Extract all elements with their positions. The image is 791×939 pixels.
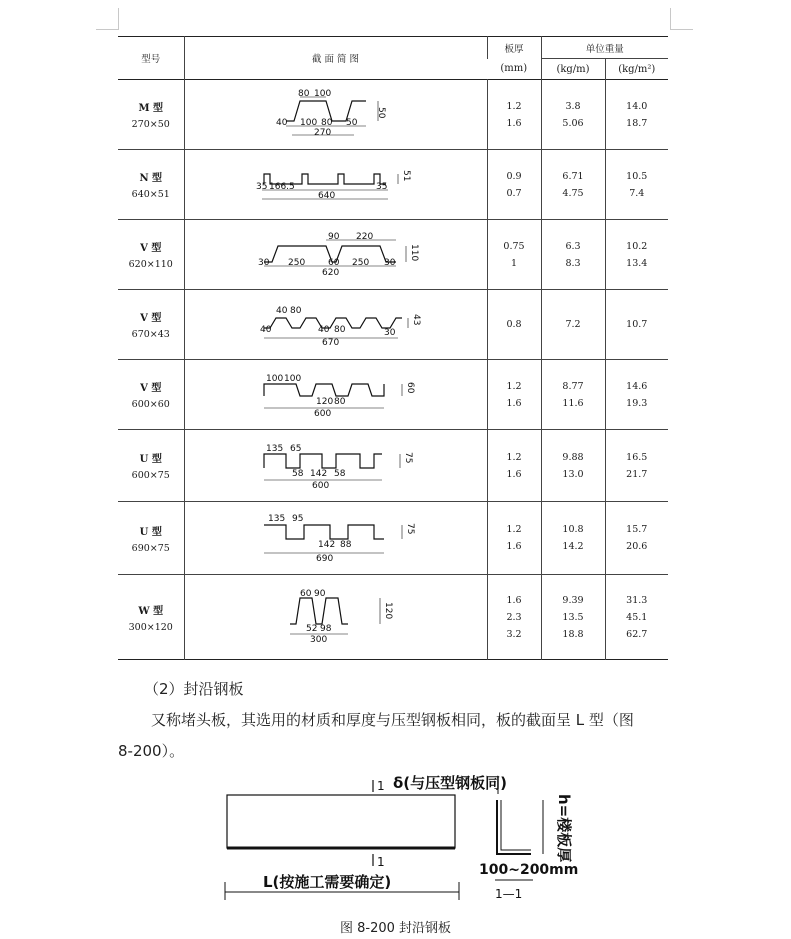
dim-label: 35 (375, 181, 387, 192)
dim-label: 100 (265, 373, 283, 384)
model-size: 300×120 (128, 621, 173, 633)
crop-mark (670, 29, 693, 30)
dim-label: 60 (404, 381, 415, 393)
value: 1.6 (506, 397, 522, 409)
dim-label: 30 (383, 327, 395, 338)
value: 18.7 (626, 117, 648, 129)
value: 16.5 (626, 451, 648, 463)
value: 2.3 (506, 611, 522, 623)
dim-label: 600 (313, 408, 331, 419)
dim-label: 250 (287, 257, 305, 268)
weight-m2-cell (605, 80, 668, 150)
value: 19.3 (626, 397, 648, 409)
table-row (118, 360, 668, 430)
dim-label: 135 (267, 514, 285, 524)
model-size: 600×60 (131, 399, 170, 410)
section-drawing-cell (184, 502, 487, 575)
profile-drawing (256, 228, 419, 282)
dim-label: 110 (408, 243, 419, 261)
crop-mark (118, 8, 119, 30)
header-unit-weight: 单位重量 (541, 37, 668, 59)
value: 9.39 (562, 594, 584, 606)
profile-drawing (266, 584, 406, 650)
weight-m2-cell (605, 430, 668, 502)
dim-label: 300 (309, 635, 327, 645)
model-name: N 型 (139, 173, 163, 184)
weight-m2-cell (605, 360, 668, 430)
section-heading: （2）封沿钢板 (144, 680, 244, 698)
value: 6.71 (562, 170, 584, 182)
weight-m-cell (541, 360, 605, 430)
header-weight-per-m2: (kg/m²) (605, 59, 668, 80)
table-row (118, 290, 668, 360)
dim-label: 58 (333, 468, 345, 479)
dim-label: 100 (299, 117, 317, 128)
value: 4.75 (562, 187, 584, 199)
value: 14.2 (562, 541, 584, 552)
table-row (118, 150, 668, 220)
table-row (118, 502, 668, 575)
thickness-cell (487, 220, 541, 290)
section-drawing-cell (184, 575, 487, 660)
value: 10.2 (626, 240, 648, 252)
value: 1.2 (506, 380, 522, 392)
dim-label: 620 (321, 267, 339, 278)
dim-label: 50 (375, 106, 386, 118)
section-drawing-cell (184, 150, 487, 220)
weight-m-cell (541, 290, 605, 360)
dim-label: 250 (351, 257, 369, 268)
dim-label: 75 (404, 523, 415, 535)
header-model: 型号 (141, 54, 161, 65)
section-drawing-cell (184, 290, 487, 360)
thickness-cell (487, 290, 541, 360)
value: 11.6 (562, 397, 584, 409)
model-cell (118, 575, 184, 660)
edge-plate-figure (215, 770, 595, 910)
dim-label: 80 (297, 88, 309, 99)
paragraph-line: 又称堵头板，其选用的材质和厚度与压型钢板相同，板的截面呈 L 型（图 (151, 711, 634, 729)
profile-drawing (266, 89, 406, 141)
table-row (118, 80, 668, 150)
dim-label: 95 (291, 514, 303, 524)
dim-label: 100 (283, 373, 301, 384)
dim-label: 30 (383, 257, 395, 268)
model-cell (118, 360, 184, 430)
header-thickness-unit: (mm) (500, 63, 528, 75)
paragraph-line: 8-200）。 (118, 742, 185, 760)
table-row (118, 575, 668, 660)
model-name: U 型 (139, 526, 162, 538)
value: 1.6 (506, 117, 522, 129)
model-size: 640×51 (131, 189, 170, 200)
value: 31.3 (626, 594, 648, 606)
value: 10.7 (626, 319, 648, 330)
value: 10.8 (562, 524, 584, 535)
dim-label: 35 (255, 181, 267, 192)
weight-m-cell (541, 575, 605, 660)
value: 1.6 (506, 468, 522, 480)
value: 20.6 (626, 541, 648, 552)
dim-label: 90 (313, 589, 325, 599)
thickness-cell (487, 80, 541, 150)
value: 1.2 (506, 100, 522, 112)
value: 21.7 (626, 468, 648, 480)
dim-label: 80 (320, 117, 332, 128)
value: 14.0 (626, 100, 648, 112)
profile-drawing (256, 300, 421, 350)
dim-label: 30 (257, 257, 269, 268)
table-row (118, 220, 668, 290)
thickness-cell (487, 150, 541, 220)
dim-label: 60 (327, 257, 339, 268)
section-drawing-cell (184, 220, 487, 290)
weight-m-cell (541, 150, 605, 220)
thickness-cell (487, 360, 541, 430)
value: 1.6 (506, 541, 522, 552)
dim-label: 52 (305, 624, 317, 634)
dim-label: 220 (355, 231, 373, 242)
section-drawing-cell (184, 360, 487, 430)
model-size: 690×75 (131, 542, 170, 554)
dim-label: 120 (315, 396, 333, 407)
model-cell (118, 290, 184, 360)
value: 7.2 (565, 319, 581, 330)
dim-label: 142 (309, 468, 327, 479)
value: 8.77 (562, 380, 584, 392)
dim-label: 80 (333, 396, 345, 407)
weight-m-cell (541, 502, 605, 575)
value: 10.5 (626, 170, 648, 182)
value: 1 (510, 257, 518, 269)
value: 9.88 (562, 451, 584, 463)
weight-m-cell (541, 80, 605, 150)
weight-m2-cell (605, 150, 668, 220)
model-size: 270×50 (131, 119, 170, 130)
weight-m2-cell (605, 220, 668, 290)
section-mark-bottom: 1 (377, 855, 385, 869)
table-row (118, 430, 668, 502)
value: 1.6 (506, 594, 522, 606)
dim-label: 40 (317, 324, 329, 335)
value: 14.6 (626, 380, 648, 392)
dim-label: 75 (402, 451, 413, 463)
dim-label: 43 (410, 313, 421, 325)
value: 62.7 (626, 628, 648, 640)
model-cell (118, 502, 184, 575)
dim-label: 690 (315, 554, 333, 564)
value: 0.8 (506, 319, 522, 330)
model-cell (118, 430, 184, 502)
model-name: U 型 (139, 454, 162, 465)
dim-label: 600 (311, 480, 329, 491)
dim-label: 50 (345, 117, 357, 128)
header-section: 截 面 简 图 (184, 37, 487, 80)
dim-label: 40 (275, 305, 287, 316)
value: 13.4 (626, 257, 648, 269)
model-cell (118, 220, 184, 290)
header-thickness: 板厚 (487, 37, 541, 59)
dim-label: 80 (333, 324, 345, 335)
profile-drawing (256, 370, 416, 420)
model-name: V 型 (140, 383, 162, 394)
dim-label: 65 (289, 443, 301, 454)
value: 13.5 (562, 611, 584, 623)
crop-mark (670, 8, 671, 30)
dim-label: 58 (291, 468, 303, 479)
value: 3.2 (506, 628, 522, 640)
dim-label: 88 (339, 540, 351, 550)
length-label: L(按施工需要确定) (263, 873, 392, 891)
dim-label: 40 (275, 117, 287, 128)
profile-spec-table (118, 36, 668, 660)
crop-mark (96, 29, 119, 30)
figure-caption: 图 8-200 封沿钢板 (339, 921, 452, 936)
dim-label: 120 (382, 602, 393, 620)
value: 1.2 (506, 451, 522, 463)
dim-label: 40 (259, 324, 271, 335)
value: 15.7 (626, 524, 648, 535)
h-label: h=楼板厚 (555, 794, 573, 863)
value: 5.06 (562, 117, 584, 129)
value: 3.8 (565, 100, 581, 112)
dim-label: 142 (317, 540, 335, 550)
profile-drawing (256, 511, 416, 565)
dim-label: 98 (319, 624, 331, 634)
dim-label: 60 (299, 589, 311, 599)
value: 6.3 (565, 240, 581, 252)
dim-label: 135 (265, 443, 283, 454)
value: 0.9 (506, 170, 522, 182)
profile-drawing (256, 440, 416, 492)
dim-label: 51 (400, 169, 411, 181)
section-drawing-cell (184, 80, 487, 150)
model-cell (118, 80, 184, 150)
section-drawing-cell (184, 430, 487, 502)
thickness-cell (487, 430, 541, 502)
section-name: 1—1 (495, 887, 523, 901)
dim-label: 166.5 (268, 181, 295, 192)
model-name: V 型 (140, 243, 162, 254)
dim-label: 670 (321, 337, 339, 348)
weight-m2-cell (605, 290, 668, 360)
value: 0.7 (506, 187, 522, 199)
dim-label: 100 (313, 88, 331, 99)
profile-drawing (256, 162, 416, 208)
weight-m-cell (541, 220, 605, 290)
thickness-cell (487, 502, 541, 575)
delta-label: δ(与压型钢板同) (393, 774, 508, 792)
dim-label: 270 (313, 127, 331, 138)
weight-m2-cell (605, 575, 668, 660)
model-size: 600×75 (131, 470, 170, 481)
dim-label: 640 (317, 190, 335, 201)
dim-label: 90 (327, 231, 339, 242)
width-label: 100~200mm (479, 862, 579, 878)
weight-m-cell (541, 430, 605, 502)
value: 7.4 (629, 187, 645, 199)
model-name: W 型 (138, 605, 164, 617)
value: 0.75 (503, 240, 525, 252)
value: 18.8 (562, 628, 584, 640)
model-size: 670×43 (131, 329, 170, 340)
section-mark-top: 1 (377, 779, 385, 793)
value: 1.2 (506, 524, 522, 535)
value: 45.1 (626, 611, 648, 623)
dim-label: 80 (289, 305, 301, 316)
model-name: M 型 (138, 103, 164, 114)
model-name: V 型 (140, 313, 162, 324)
model-cell (118, 150, 184, 220)
header-weight-per-m: (kg/m) (541, 59, 605, 80)
weight-m2-cell (605, 502, 668, 575)
thickness-cell (487, 575, 541, 660)
value: 13.0 (562, 468, 584, 480)
value: 8.3 (565, 257, 581, 269)
model-size: 620×110 (128, 259, 173, 270)
